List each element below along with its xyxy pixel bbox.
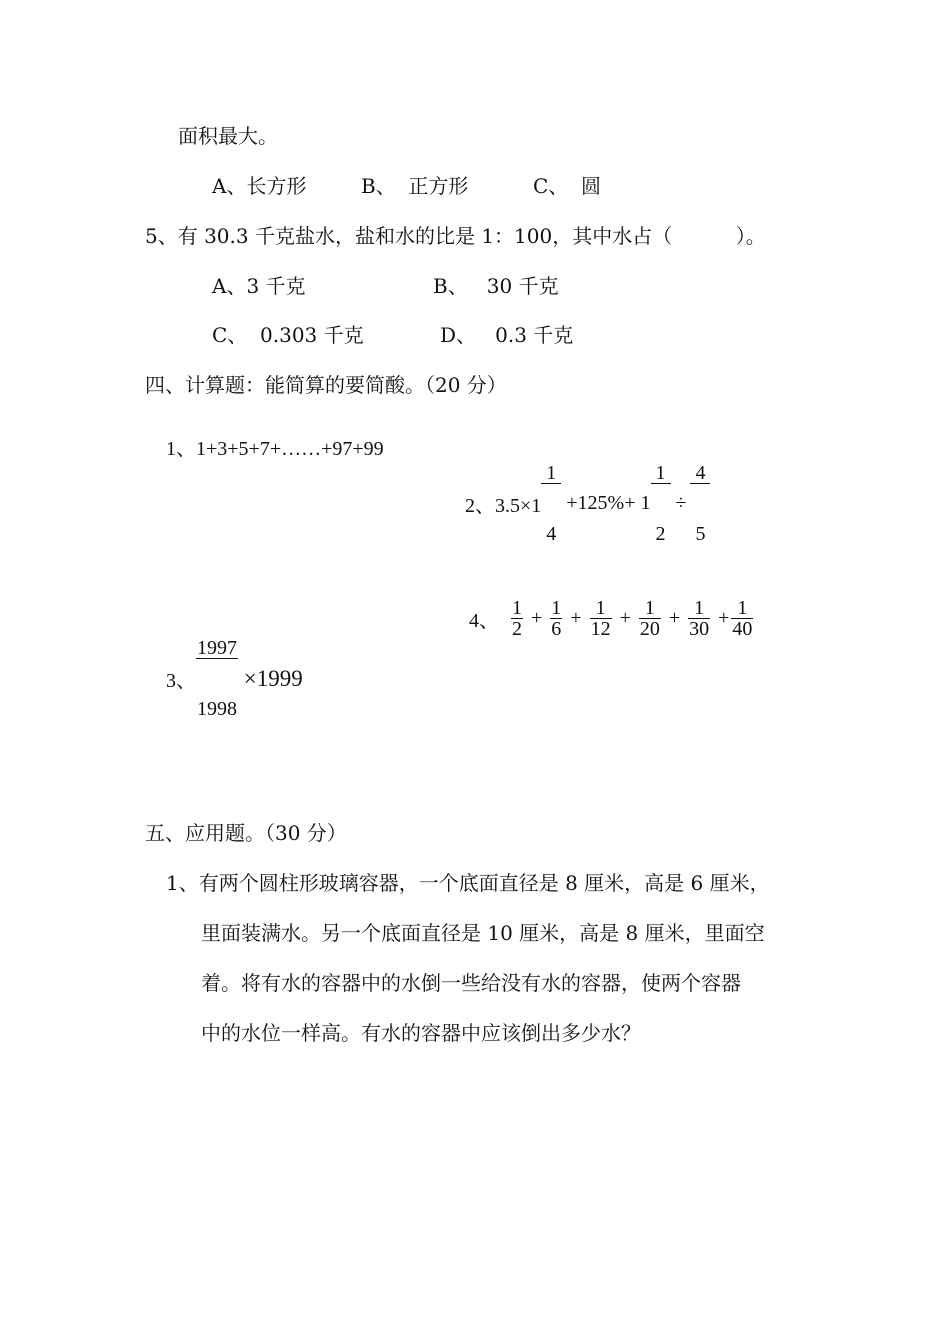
p4-label: 4、 [469, 610, 499, 632]
denominator: 6 [551, 618, 562, 640]
fraction [196, 598, 238, 759]
calc-problem-4 [469, 598, 753, 639]
denominator: 40 [732, 618, 753, 640]
fraction [731, 598, 753, 639]
denominator: 20 [639, 618, 660, 640]
continued-line: 面积最大。 [178, 124, 278, 148]
numerator: 1 [651, 463, 671, 484]
fraction [590, 598, 612, 639]
plus-sign: + [718, 607, 730, 629]
numerator: 1 [551, 597, 562, 619]
p2-middle: +125%+ 1 [561, 492, 651, 514]
calc-problem-2 [465, 423, 710, 584]
denominator: 12 [590, 618, 611, 640]
plus-sign: + [619, 607, 631, 629]
fraction [550, 598, 562, 639]
q5-option-d: D、 0.3 千克 [440, 323, 574, 347]
fraction [541, 423, 561, 584]
q5-option-b: B、 30 千克 [433, 274, 559, 298]
p3-tail: ×1999 [238, 665, 303, 691]
denominator: 1998 [197, 698, 237, 720]
q4-option-a: A、长方形 [212, 174, 307, 198]
denominator: 5 [695, 523, 706, 545]
section5-title: 五、应用题。（30 分） [145, 821, 347, 845]
section4-title: 四、计算题：能简算的要简酸。（20 分） [145, 373, 507, 397]
q5-option-c: C、 0.303 千克 [212, 323, 364, 347]
numerator: 1 [590, 598, 612, 619]
numerator: 1 [512, 597, 522, 619]
plus-sign: + [570, 607, 582, 629]
fraction [651, 423, 671, 584]
p2-label: 2、3.5×1 [465, 495, 542, 517]
numerator: 1 [731, 598, 753, 619]
calc-problem-1: 1、1+3+5+7+……+97+99 [166, 438, 384, 460]
denominator: 4 [546, 523, 557, 545]
numerator: 1 [688, 598, 710, 619]
numerator: 4 [690, 463, 710, 484]
q5-option-a: A、3 千克 [212, 274, 306, 298]
denominator: 2 [512, 618, 522, 640]
plus-sign: + [668, 607, 681, 629]
p2-divide: ÷ [670, 492, 687, 514]
denominator: 30 [689, 618, 710, 640]
fraction [688, 598, 710, 639]
q5-stem: 5、有 30.3 千克盐水，盐和水的比是 1：100，其中水占（ ）。 [145, 224, 766, 248]
fraction [639, 598, 661, 639]
word-problem-line: 1、有两个圆柱形玻璃容器，一个底面直径是 8 厘米，高是 6 厘米， [166, 871, 770, 895]
word-problem-line: 里面装满水。另一个底面直径是 10 厘米，高是 8 厘米，里面空 [201, 921, 765, 945]
calc-problem-3 [166, 598, 303, 759]
fraction [511, 598, 523, 639]
numerator: 1997 [197, 637, 237, 659]
fraction [690, 423, 710, 584]
q4-option-b: B、 正方形 [361, 174, 469, 198]
numerator: 1 [639, 598, 661, 619]
p3-label: 3、 [166, 670, 196, 692]
word-problem-line: 中的水位一样高。有水的容器中应该倒出多少水？ [201, 1021, 641, 1045]
word-problem-line: 着。将有水的容器中的水倒一些给没有水的容器，使两个容器 [201, 971, 741, 995]
plus-sign: + [531, 607, 543, 629]
denominator: 2 [655, 523, 666, 545]
numerator: 1 [541, 463, 561, 484]
q4-option-c: C、 圆 [533, 174, 602, 198]
